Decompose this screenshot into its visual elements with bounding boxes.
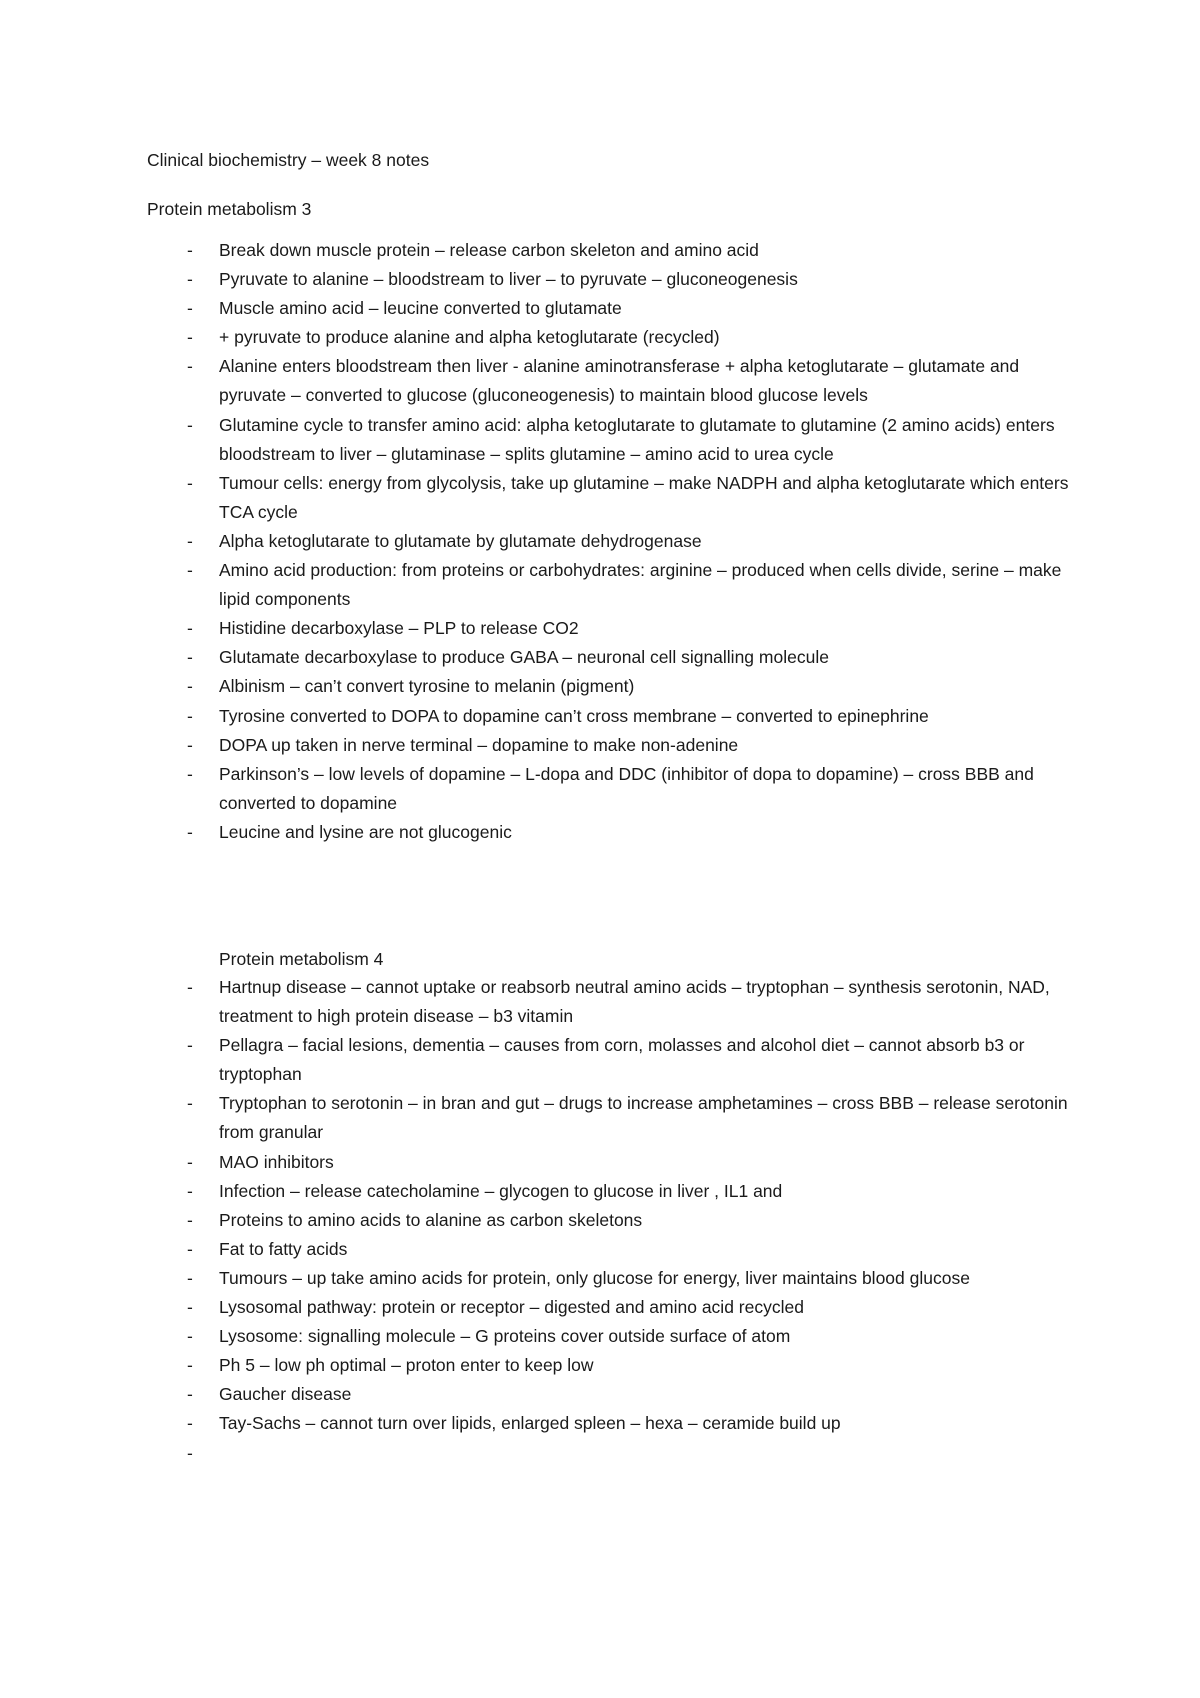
list-item-text: Lysosome: signalling molecule – G proteins cover outside surface of atom [219,1326,791,1347]
list-item [0,1235,1200,1264]
bullet-dash: - [187,414,193,435]
bullet-list [0,236,1200,847]
list-item-text: Ph 5 – low ph optimal – proton enter to keep low [219,1355,594,1376]
list-item-text: + pyruvate to produce alanine and alpha ketoglutarate (recycled) [219,327,720,348]
list-item-text: MAO inhibitors [219,1151,334,1172]
list-item [0,323,1200,352]
bullet-list [0,973,1200,1463]
bullet-dash: - [187,1151,193,1172]
list-item [0,1177,1200,1206]
bullet-dash: - [187,1180,193,1201]
list-item [0,411,1200,469]
list-item-text: Parkinson’s – low levels of dopamine – L-dopa and DDC (inhibitor of dopa to dopamine) – cross BBB and converted to dopamine [219,763,1034,813]
bullet-dash: - [187,821,193,842]
bullet-dash: - [187,1413,193,1434]
bullet-dash: - [187,298,193,319]
list-item-text: Break down muscle protein – release carbon skeleton and amino acid [219,240,759,260]
list-item [0,527,1200,556]
list-item [0,614,1200,643]
list-item-text: Hartnup disease – cannot uptake or reabsorb neutral amino acids – tryptophan – synthesis serotonin, NAD, treatment to high protein disease – b3 vitamin [219,977,1050,1027]
list-item-text: Alpha ketoglutarate to glutamate by glutamate dehydrogenase [219,530,702,551]
section-heading: Protein metabolism 3 [147,199,312,219]
list-item [0,702,1200,731]
list-item [0,731,1200,760]
list-item [0,469,1200,527]
bullet-dash: - [187,327,193,348]
list-item-text: Leucine and lysine are not glucogenic [219,821,512,842]
list-item [0,265,1200,294]
bullet-dash: - [187,1035,193,1056]
list-item [0,643,1200,672]
list-item [0,672,1200,701]
list-item [0,1206,1200,1235]
list-item-text: Albinism – can’t convert tyrosine to melanin (pigment) [219,676,635,697]
bullet-dash: - [187,1267,193,1288]
bullet-dash: - [187,1209,193,1230]
list-item-text: Tumour cells: energy from glycolysis, take up glutamine – make NADPH and alpha ketoglutarate which enters TCA cycle [219,472,1069,522]
list-item-text: Pellagra – facial lesions, dementia – causes from corn, molasses and alcohol diet – cannot absorb b3 or tryptophan [219,1035,1025,1085]
bullet-dash: - [187,1384,193,1405]
list-item-text: Infection – release catecholamine – glycogen to glucose in liver , IL1 and [219,1180,783,1201]
section-heading: Protein metabolism 4 [219,949,384,969]
bullet-dash: - [187,977,193,997]
list-item-text: Histidine decarboxylase – PLP to release CO2 [219,618,579,639]
list-item-text: Amino acid production: from proteins or carbohydrates: arginine – produced when cells divide, serine – make lipid components [219,560,1062,610]
bullet-dash: - [187,734,193,755]
bullet-dash: - [187,647,193,668]
list-item [0,1031,1200,1089]
list-item [0,1380,1200,1409]
list-item-text: Muscle amino acid – leucine converted to glutamate [219,298,622,319]
bullet-dash: - [187,1238,193,1259]
list-item [0,818,1200,847]
bullet-dash: - [187,618,193,639]
bullet-dash: - [187,472,193,493]
list-item [0,294,1200,323]
list-item [0,1089,1200,1147]
list-item-text: Glutamate decarboxylase to produce GABA – neuronal cell signalling molecule [219,647,829,668]
list-item-text: Fat to fatty acids [219,1238,348,1259]
list-item [0,760,1200,818]
bullet-dash: - [187,705,193,726]
list-item-text: Proteins to amino acids to alanine as carbon skeletons [219,1209,643,1230]
list-item-text: Tyrosine converted to DOPA to dopamine can’t cross membrane – converted to epinephrine [219,705,929,726]
bullet-dash: - [187,676,193,697]
list-item [0,236,1200,265]
list-item-text: Tryptophan to serotonin – in bran and gut – drugs to increase amphetamines – cross BBB – release serotonin from granular [219,1093,1068,1143]
list-item [0,1351,1200,1380]
bullet-dash: - [187,1355,193,1376]
list-item-text: Lysosomal pathway: protein or receptor – digested and amino acid recycled [219,1297,804,1318]
bullet-dash: - [187,356,193,377]
list-item [0,556,1200,614]
list-item-text: DOPA up taken in nerve terminal – dopamine to make non-adenine [219,734,739,755]
list-item-text: Pyruvate to alanine – bloodstream to liver – to pyruvate – gluconeogenesis [219,269,798,290]
document-title: Clinical biochemistry – week 8 notes [147,150,430,170]
list-item-text: Alanine enters bloodstream then liver - alanine aminotransferase + alpha ketoglutarate – glutamate and pyruvate – converted to glucose (gluconeogenesis) to maintain blood glucose levels [219,356,1020,406]
list-item [0,352,1200,410]
list-item [0,1148,1200,1177]
list-item [0,1264,1200,1293]
bullet-dash: - [187,763,193,784]
bullet-dash: - [187,560,193,581]
bullet-dash: - [187,530,193,551]
list-item-text: Tumours – up take amino acids for protein, only glucose for energy, liver maintains blood glucose [219,1267,970,1288]
list-item [0,1322,1200,1351]
list-item-text: Glutamine cycle to transfer amino acid: alpha ketoglutarate to glutamate to glutamine (2 amino acids) enters bloodstream to liver – glutaminase – splits glutamine – amino acid to urea cycle [219,414,1055,464]
bullet-dash: - [187,1297,193,1318]
list-item [0,1293,1200,1322]
bullet-dash: - [187,1442,193,1463]
bullet-dash: - [187,1093,193,1114]
list-item-text: Gaucher disease [219,1384,352,1405]
list-item [0,973,1200,1031]
bullet-dash: - [187,269,193,290]
list-item-text: Tay-Sachs – cannot turn over lipids, enlarged spleen – hexa – ceramide build up [219,1413,841,1434]
bullet-dash: - [187,1326,193,1347]
list-item [0,1409,1200,1438]
bullet-dash: - [187,240,193,260]
